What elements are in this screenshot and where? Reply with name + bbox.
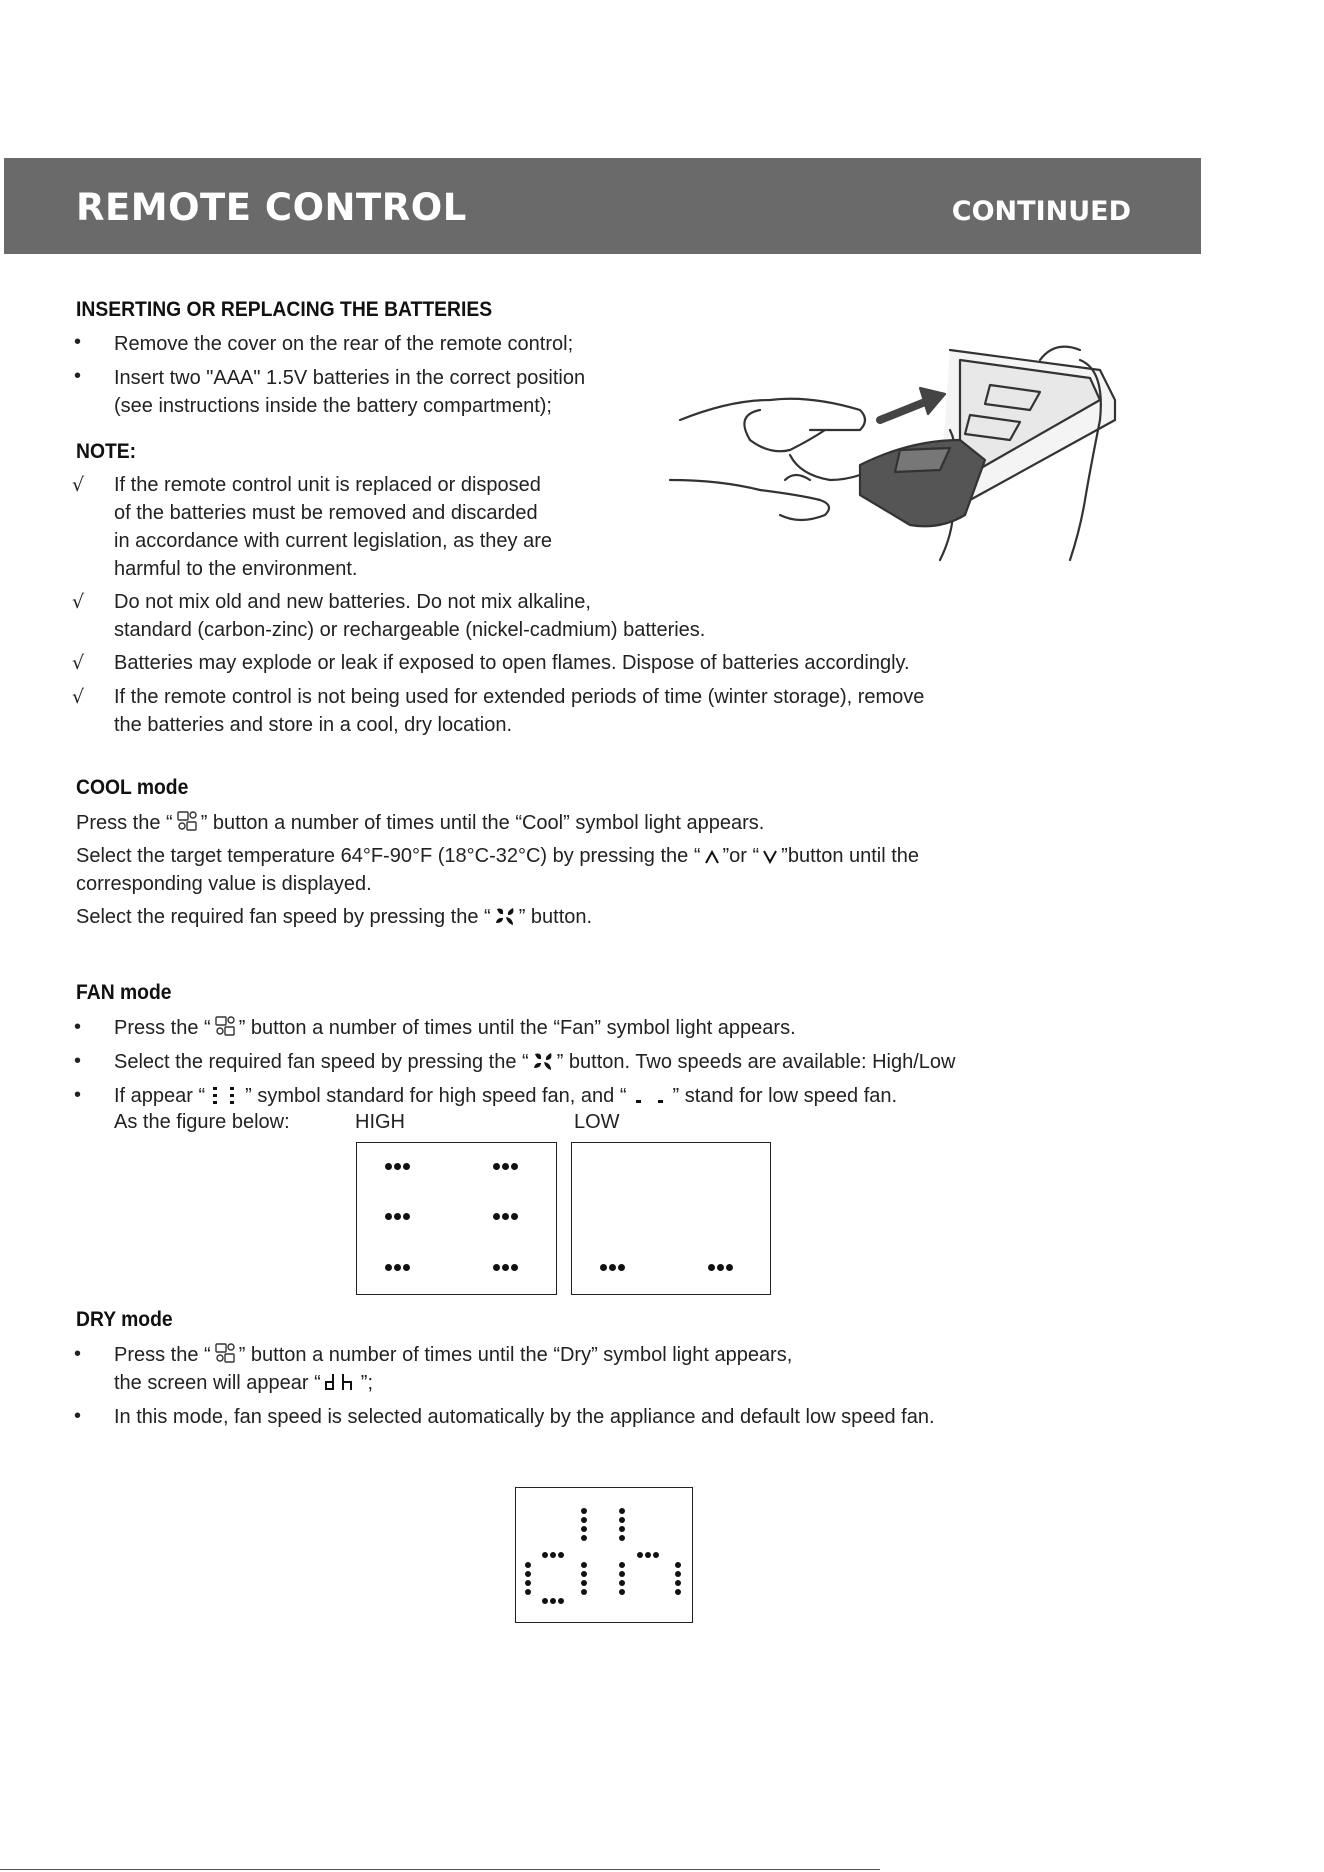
- batteries-bullet-2b: (see instructions inside the battery compartment);: [114, 395, 552, 417]
- note-1a: If the remote control unit is replaced or disposed: [114, 474, 541, 496]
- note-1c: in accordance with current legislation, as they are: [114, 530, 553, 552]
- low-label: LOW: [574, 1111, 620, 1133]
- battery-insert-illustration: [660, 330, 1120, 590]
- dot-group: [493, 1264, 518, 1271]
- fan-mode-heading: FAN mode: [76, 981, 172, 1004]
- note-3: Batteries may explode or leak if exposed to open flames. Dispose of batteries accordingly.: [114, 652, 910, 674]
- cool-line-1: Press the “ ” button a number of times until the “Cool” symbol light appears.: [76, 812, 765, 834]
- bullet-dot: •: [74, 1343, 82, 1365]
- mode-icon: [176, 810, 198, 832]
- bullet-dot: •: [74, 1084, 82, 1106]
- fan-icon: [494, 906, 516, 926]
- dry-mode-heading: DRY mode: [76, 1308, 173, 1331]
- bullet-dot: •: [74, 331, 82, 353]
- bullet-dot: •: [74, 1050, 82, 1072]
- cool-line-3: corresponding value is displayed.: [76, 873, 372, 895]
- cool-mode-heading: COOL mode: [76, 776, 189, 799]
- dot-group: [600, 1264, 625, 1271]
- down-arrow-icon: [762, 849, 778, 865]
- dot-group: [493, 1213, 518, 1220]
- low-speed-icon: [630, 1085, 670, 1105]
- check-mark: √: [72, 591, 85, 613]
- high-label: HIGH: [355, 1111, 405, 1133]
- note-1d: harmful to the environment.: [114, 558, 358, 580]
- up-arrow-icon: [704, 849, 720, 865]
- dot-group: [493, 1163, 518, 1170]
- note-4a: If the remote control is not being used for extended periods of time (winter storage), remove: [114, 686, 925, 708]
- header-bar: [4, 158, 1201, 254]
- bullet-dot: •: [74, 1016, 82, 1038]
- note-heading: NOTE:: [76, 440, 137, 463]
- check-mark: √: [72, 474, 85, 496]
- bullet-dot: •: [74, 365, 82, 387]
- note-2b: standard (carbon-zinc) or rechargeable (nickel-cadmium) batteries.: [114, 619, 706, 641]
- check-mark: √: [72, 686, 85, 708]
- high-speed-display: [356, 1142, 557, 1295]
- dot-group: [708, 1264, 733, 1271]
- fan-line-4: As the figure below:: [114, 1111, 290, 1133]
- mode-icon: [214, 1342, 236, 1364]
- low-speed-display: [571, 1142, 771, 1295]
- dry-line-1: Press the “ ” button a number of times until the “Dry” symbol light appears,: [114, 1344, 793, 1366]
- cool-line-2: Select the target temperature 64°F-90°F (18°C-32°C) by pressing the “ ”or “ ”button until the: [76, 845, 920, 867]
- dry-line-3: In this mode, fan speed is selected automatically by the appliance and default low speed fan.: [114, 1406, 935, 1428]
- note-1b: of the batteries must be removed and discarded: [114, 502, 538, 524]
- dot-group: [385, 1213, 410, 1220]
- bottom-rule: [0, 1869, 880, 1870]
- dry-line-2: the screen will appear “ ”;: [114, 1372, 373, 1394]
- continued-label: CONTINUED: [951, 196, 1131, 227]
- page-title: REMOTE CONTROL: [76, 186, 467, 229]
- fan-icon: [532, 1051, 554, 1071]
- dh-display: [515, 1487, 693, 1623]
- dot-group: [385, 1264, 410, 1271]
- note-2a: Do not mix old and new batteries. Do not mix alkaline,: [114, 591, 591, 613]
- dh-dot-matrix: [516, 1488, 692, 1622]
- mode-icon: [214, 1015, 236, 1037]
- fan-line-1: Press the “ ” button a number of times until the “Fan” symbol light appears.: [114, 1017, 796, 1039]
- high-speed-icon: [208, 1085, 242, 1105]
- batteries-bullet-1: Remove the cover on the rear of the remote control;: [114, 333, 574, 355]
- batteries-bullet-2a: Insert two "AAA" 1.5V batteries in the correct position: [114, 367, 586, 389]
- fan-line-2: Select the required fan speed by pressing the “ ” button. Two speeds are available: High/Low: [114, 1051, 956, 1073]
- check-mark: √: [72, 652, 85, 674]
- cool-line-4: Select the required fan speed by pressing the “ ” button.: [76, 906, 593, 928]
- note-4b: the batteries and store in a cool, dry location.: [114, 714, 513, 736]
- dot-group: [385, 1163, 410, 1170]
- fan-line-3: If appear “ ” symbol standard for high speed fan, and “ ” stand for low speed fan.: [114, 1085, 898, 1107]
- batteries-heading: INSERTING OR REPLACING THE BATTERIES: [76, 298, 493, 321]
- dh-icon: [324, 1372, 358, 1392]
- bullet-dot: •: [74, 1405, 82, 1427]
